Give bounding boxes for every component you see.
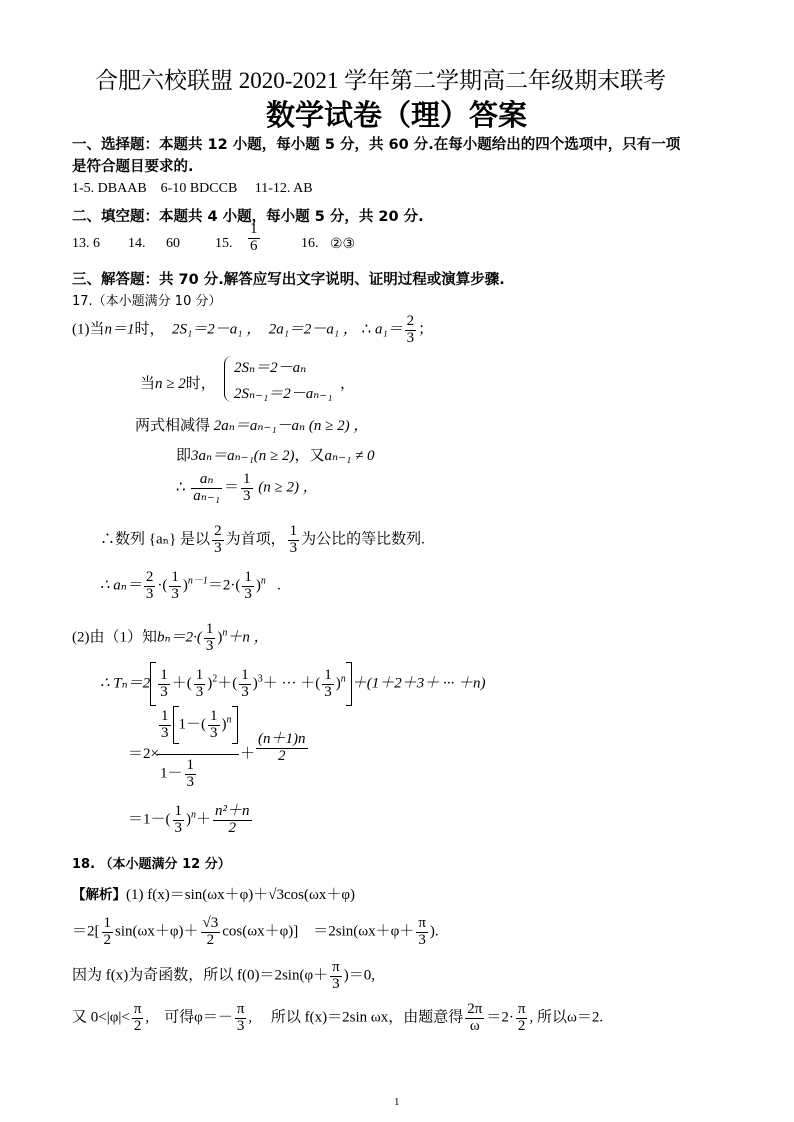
q17-b-end: ＋n ， — [227, 629, 269, 646]
section1-heading-line2: 是符合题目要求的. — [72, 159, 194, 175]
q15-answer — [246, 222, 262, 255]
q17-geo-text2: 为首项， — [225, 531, 286, 548]
q15-den: 6 — [250, 237, 258, 254]
q18-l3-d: 3 — [332, 975, 340, 992]
q17-an-den: 3 — [145, 585, 154, 602]
q17-l2-mid: 时， — [185, 376, 216, 392]
q17-sum-prefix: ＝2× — [128, 746, 159, 762]
q17-final-d: 3 — [174, 819, 182, 836]
q18-l2-end: ). — [429, 923, 439, 940]
q17-an-eq2: ＝2·( — [207, 577, 241, 594]
q17-t-f3d: 3 — [241, 683, 249, 700]
q18-l4-n1: π — [133, 1001, 142, 1017]
q18-l4-a: 又 0<|φ|< — [72, 1009, 130, 1026]
q18-l4-d: ＝2· — [486, 1009, 514, 1026]
q17-final-plus: ＋ — [196, 811, 212, 828]
q17-an-pden: 3 — [171, 585, 179, 602]
section2-heading: 二、填空题：本题共 4 小题，每小题 5 分，共 20 分. — [72, 209, 424, 225]
q17-geo-num1: 2 — [214, 523, 222, 539]
q17-ratio-num: aₙ — [191, 472, 222, 489]
q17-t-plus1: ＋( — [171, 675, 192, 692]
q17-final-rnum: n²＋n — [215, 803, 250, 819]
q17-final-line: ＝1－( $\frac{1}{3}$ )$^n$＋ $\frac{\text{n²＋n}}{2}$ — [128, 803, 250, 836]
q17-l2-cond: n ≥ 2 — [155, 376, 186, 392]
q17-ratio-line — [176, 472, 318, 505]
q17-ji-eq: 3aₙ＝aₙ₋₁(n ≥ 2) — [191, 448, 295, 464]
q17-sum-den-a: 1－ — [160, 765, 183, 782]
q18-l4-n2: π — [236, 1001, 245, 1017]
q17-t-f2n: 1 — [195, 666, 204, 683]
q17-geo-num2: 1 — [289, 523, 298, 539]
answer-title: 数学试卷（理）答案 — [266, 98, 528, 132]
q17-t-prefix: ∴ Tₙ＝2 — [100, 675, 151, 692]
q18-l2-c: cos(ωx＋φ)] ＝2sin(ωx＋φ＋ — [222, 923, 415, 940]
q17-ratio-therefore: ∴ — [176, 479, 186, 496]
system-end: ， — [340, 376, 356, 392]
q17-geo-den2: 3 — [289, 539, 298, 556]
q17-l1-prefix: (1)当 — [72, 321, 105, 338]
q17-t-p4: n — [340, 673, 346, 685]
q17-ratio-rnum: 1 — [243, 471, 251, 487]
q17-b-pow: n — [222, 627, 228, 639]
q17-ji-line — [176, 444, 375, 465]
q17-l1-end: ； — [418, 321, 434, 338]
system-row2: 2Sₙ₋₁＝2－aₙ₋₁ — [234, 386, 333, 402]
q17-ji-eq2: aₙ₋₁ ≠ 0 — [324, 448, 375, 464]
q17-an-pnum2: 1 — [244, 569, 252, 585]
q17-sum-in-d: 3 — [210, 724, 218, 741]
q17-b-eq: bₙ＝2·( — [157, 629, 202, 646]
q17-an-pden2: 3 — [244, 585, 252, 602]
q17-sum-right — [254, 732, 310, 765]
q17-an-line: ∴ aₙ＝ $\frac{2}{3}$ ·( $\frac{1}{3}$ )$^{n-1}$＝2·( $\frac{1}{3}$ )$^n$ . — [100, 569, 281, 602]
q17-l1-eq1: 2S₁＝2－a₁ ， — [172, 321, 262, 338]
q17-final-n: 1 — [174, 803, 182, 819]
q17-subtract-line — [135, 414, 368, 435]
q17-sum-rden: 2 — [278, 747, 286, 764]
q17-ratio-rden: 3 — [243, 487, 251, 504]
choice-answers: 1-5. DBAAB 6-10 BDCCB 11-12. AB — [72, 181, 313, 196]
q17-final-rden: 2 — [228, 819, 237, 836]
q17-t-f1d: 3 — [160, 683, 168, 700]
q16-label: 16. — [301, 236, 319, 251]
q17-an-pow: n－1 — [187, 575, 208, 587]
q17-geo-den1: 3 — [214, 539, 222, 556]
system-brace — [224, 356, 233, 402]
q17-line2-prefix — [140, 372, 216, 393]
q17-l1-eq2: 2a₁＝2－a₁ ， — [268, 321, 358, 338]
q17-l1-den: 3 — [406, 329, 415, 346]
q17-t-line: ∴ Tₙ＝2 $\frac{1}{3}$ ＋( $\frac{1}{3}$ )$^2$＋( $\frac{1}{3}$ )$^3$＋ ··· ＋( $\frac{1}{3}$ )$^n$ ＋(1＋2＋3＋ ··· ＋n) — [100, 662, 485, 706]
q17-final-prefix: ＝1－( — [128, 811, 171, 828]
q14-answer: 60 — [166, 236, 180, 251]
q17-t-tail: ＋(1＋2＋3＋ ··· ＋n) — [351, 675, 486, 692]
q18-l4-d4: 2 — [517, 1017, 526, 1034]
q17-sum-den-d: 3 — [186, 773, 195, 790]
q17-sum-in-p: n — [226, 714, 232, 726]
q17-t-f4d: 3 — [324, 683, 332, 700]
system-row1: 2Sₙ＝2－aₙ — [234, 360, 307, 376]
q18-line1 — [72, 883, 355, 904]
q17-sum-den-n: 1 — [186, 757, 195, 773]
q18-l3-end: )＝0, — [343, 967, 375, 984]
q18-l4-n3: 2π — [467, 1001, 483, 1017]
q17-sum-in-n: 1 — [210, 707, 218, 724]
q17-ratio-eq: ＝ — [224, 479, 240, 496]
q17-t-f3n: 1 — [241, 666, 249, 683]
q18-label: 【解析】 — [72, 887, 126, 903]
q17-an-end: . — [277, 577, 281, 594]
q17-l1-num: 2 — [406, 313, 415, 329]
q17-b-prefix: (2)由（1）知 — [72, 629, 157, 646]
q18-l4-e: , 所以ω＝2. — [529, 1009, 604, 1026]
q18-l4-d3: ω — [469, 1017, 480, 1034]
q17-t-plus2: ＋( — [217, 675, 238, 692]
q18-line2 — [72, 916, 439, 949]
q18-l2-d1: 2 — [103, 931, 111, 948]
q17-t-dots: ＋ ··· ＋( — [262, 675, 321, 692]
q17-l1-cond: n＝1 — [104, 321, 135, 338]
q18-l2-a: ＝2[ — [72, 923, 100, 940]
q18-line4 — [72, 1002, 603, 1035]
q17-t-p2: 2 — [212, 673, 218, 685]
q17-an-mid: ·( — [157, 577, 168, 594]
q17-ji-mid: ，又 — [294, 448, 325, 464]
q18-l4-c: , 所以 f(x)＝2sin ωx，由题意得 — [248, 1009, 464, 1026]
page-number: 1 — [394, 1096, 400, 1108]
q17-t-f1n: 1 — [160, 666, 168, 683]
q18-l2-n1: 1 — [103, 915, 111, 931]
q18-l4-d1: 2 — [133, 1017, 142, 1034]
section1-heading-line1: 一、选择题：本题共 12 小题，每小题 5 分，共 60 分.在每小题给出的四个选项中，只有一项 — [72, 137, 681, 153]
exam-title: 合肥六校联盟 2020-2021 学年第二学期高二年级期末联考 — [95, 68, 667, 93]
q17-sum-num-b: 3 — [161, 724, 169, 741]
sum-bracket-right — [232, 706, 238, 744]
q18-l4-d2: 3 — [236, 1017, 245, 1034]
q17-sum-fraction-bar — [157, 754, 239, 755]
q17-sum-plus: ＋ — [240, 746, 256, 762]
q18-l1-text: (1) f(x)＝sin(ωx＋φ)＋√3cos(ωx＋φ) — [126, 887, 355, 903]
q17-l1-a1: a₁＝ — [374, 321, 403, 338]
q17-geo-text1: ∴数列 {aₙ} 是以 — [100, 531, 211, 548]
q17-an-pnum: 1 — [171, 569, 179, 585]
q17-t-f4n: 1 — [324, 666, 332, 683]
q18-l4-b: , 可得φ＝－ — [145, 1009, 233, 1026]
q17-an-prefix: ∴ aₙ＝ — [100, 577, 142, 594]
bracket-left — [150, 662, 156, 706]
q14-label: 14. — [128, 236, 146, 251]
q17-t-p3: 3 — [257, 673, 263, 685]
q18-l3-a: 因为 f(x)为奇函数，所以 f(0)＝2sin(φ＋ — [72, 967, 329, 984]
q17-sum-inner: 1－( — [178, 716, 206, 733]
q17-geo-line — [100, 524, 425, 557]
q17-l1-therefore: ∴ — [361, 321, 372, 338]
q17-heading: 17.（本小题满分 10 分） — [72, 294, 222, 309]
q15-num: 1 — [250, 221, 258, 237]
q18-l2-b: sin(ωx＋φ)＋ — [115, 923, 199, 940]
q17-final-p: n — [191, 809, 196, 821]
q17-sum-rnum: (n＋1)n — [258, 731, 306, 747]
q17-ji-text: 即 — [176, 448, 192, 464]
q17-b-line: (2)由（1）知bₙ＝2·( $\frac{1}{3}$ )$^n$＋n ， — [72, 621, 269, 654]
q17-sum-numerator: $\frac{1}{3}$ 1－( $\frac{1}{3}$ )$^n$ — [157, 706, 237, 744]
q18-l4-n4: π — [517, 1001, 526, 1017]
q17-an-num: 2 — [145, 569, 154, 585]
q18-l3-n: π — [332, 959, 340, 975]
q17-ratio-den: aₙ₋₁ — [193, 487, 221, 504]
q18-l2-d3: 3 — [418, 931, 426, 948]
q17-l2-prefix: 当 — [140, 376, 156, 392]
q17-line1 — [72, 314, 433, 347]
q17-b-num: 1 — [205, 621, 214, 637]
q17-l1-mid: 时， — [134, 321, 165, 338]
q17-b-den: 3 — [205, 637, 214, 654]
q17-sub-eq: 2aₙ＝aₙ₋₁－aₙ (n ≥ 2) ， — [213, 418, 369, 434]
q13-answer: 13. 6 — [72, 236, 100, 251]
q17-sum-denominator — [160, 758, 198, 791]
q17-ratio-cond: (n ≥ 2) ， — [258, 479, 318, 496]
q18-l2-n3: π — [418, 915, 426, 931]
q18-l2-n2: √3 — [202, 915, 219, 931]
q18-line3 — [72, 960, 375, 993]
q16-answer: ②③ — [330, 237, 356, 252]
q18-heading: 18. （本小题满分 12 分） — [72, 857, 231, 872]
q17-sub-text: 两式相减得 — [135, 418, 211, 434]
q17-sum-num-a: 1 — [161, 707, 169, 724]
q17-an-pow2: n — [260, 575, 266, 587]
q17-t-f2d: 3 — [195, 683, 204, 700]
q18-l2-d2: 2 — [206, 931, 215, 948]
section3-heading: 三、解答题：共 70 分.解答应写出文字说明、证明过程或演算步骤. — [72, 272, 505, 288]
q17-geo-text3: 为公比的等比数列. — [301, 531, 425, 548]
q15-label: 15. — [215, 236, 233, 251]
